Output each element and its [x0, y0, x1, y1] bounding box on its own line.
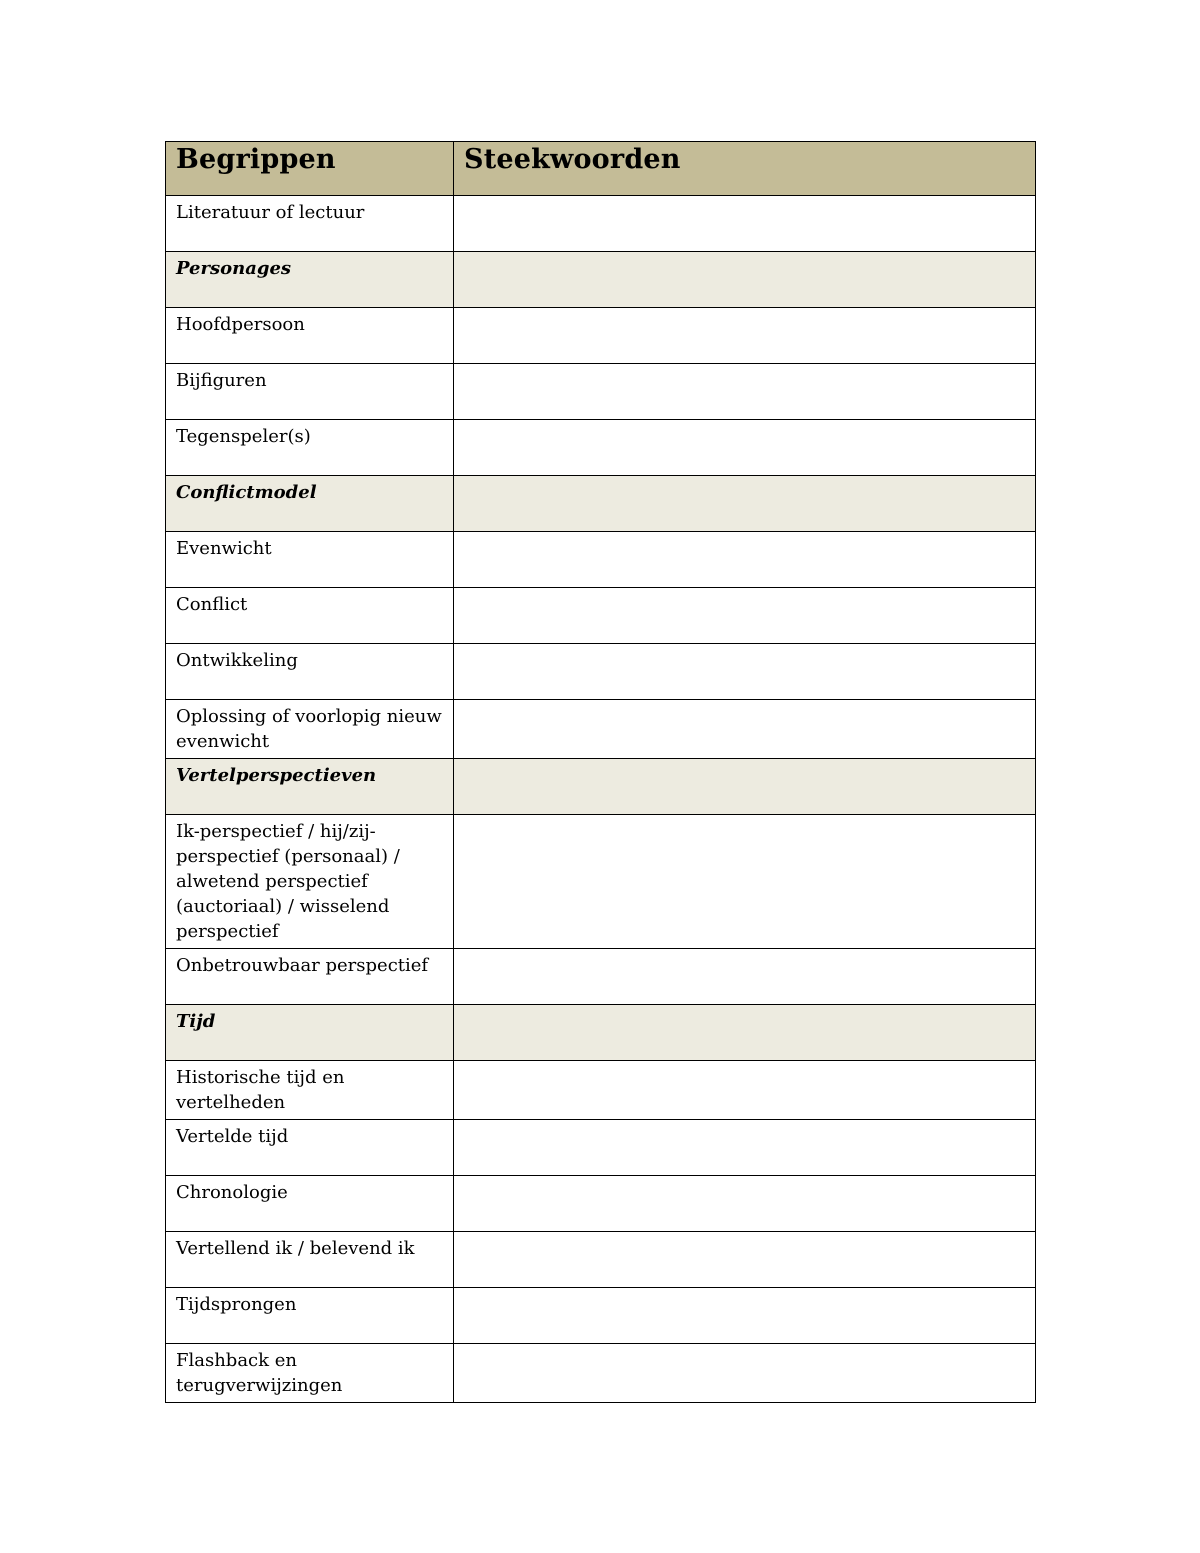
- table-row: [166, 700, 1036, 759]
- keywords-cell[interactable]: [454, 1061, 1036, 1120]
- keywords-cell[interactable]: [454, 588, 1036, 644]
- section-row: [166, 476, 1036, 532]
- concept-label: Ontwikkeling: [166, 644, 454, 700]
- concept-label: Flashback en terugverwijzingen: [166, 1344, 454, 1403]
- section-label: Tijd: [166, 1005, 454, 1061]
- keywords-cell[interactable]: [454, 815, 1036, 949]
- header-steekwoorden: Steekwoorden: [454, 142, 1036, 196]
- table-row: [166, 1120, 1036, 1176]
- table-row: [166, 364, 1036, 420]
- table-row: [166, 815, 1036, 949]
- table-row: [166, 420, 1036, 476]
- table-row: [166, 1288, 1036, 1344]
- keywords-cell[interactable]: [454, 308, 1036, 364]
- table-header-row: [166, 142, 1036, 196]
- section-row: [166, 1005, 1036, 1061]
- table-row: [166, 308, 1036, 364]
- section-label: Conflictmodel: [166, 476, 454, 532]
- keywords-cell[interactable]: [454, 252, 1036, 308]
- keywords-cell[interactable]: [454, 700, 1036, 759]
- keywords-cell[interactable]: [454, 1176, 1036, 1232]
- concept-label: Ik-perspectief / hij/zij-perspectief (personaal) / alwetend perspectief (auctoriaal) / wisselend perspectief: [166, 815, 454, 949]
- keywords-cell[interactable]: [454, 1005, 1036, 1061]
- keywords-cell[interactable]: [454, 759, 1036, 815]
- table-row: [166, 588, 1036, 644]
- table-row: [166, 1061, 1036, 1120]
- table-row: [166, 1176, 1036, 1232]
- keywords-cell[interactable]: [454, 196, 1036, 252]
- section-label: Vertelperspectieven: [166, 759, 454, 815]
- concept-label: Conflict: [166, 588, 454, 644]
- keywords-cell[interactable]: [454, 1288, 1036, 1344]
- concept-label: Bijfiguren: [166, 364, 454, 420]
- table-row: [166, 1344, 1036, 1403]
- keywords-cell[interactable]: [454, 644, 1036, 700]
- concept-label: Vertelde tijd: [166, 1120, 454, 1176]
- table-row: [166, 532, 1036, 588]
- table-row: [166, 644, 1036, 700]
- concept-label: Hoofdpersoon: [166, 308, 454, 364]
- section-label: Personages: [166, 252, 454, 308]
- keywords-cell[interactable]: [454, 420, 1036, 476]
- table-row: [166, 196, 1036, 252]
- concepts-table: [165, 141, 1036, 1403]
- concept-label: Onbetrouwbaar perspectief: [166, 949, 454, 1005]
- table-row: [166, 1232, 1036, 1288]
- keywords-cell[interactable]: [454, 1344, 1036, 1403]
- keywords-cell[interactable]: [454, 364, 1036, 420]
- concept-label: Oplossing of voorlopig nieuw evenwicht: [166, 700, 454, 759]
- keywords-cell[interactable]: [454, 1120, 1036, 1176]
- concept-label: Historische tijd en vertelheden: [166, 1061, 454, 1120]
- concept-label: Vertellend ik / belevend ik: [166, 1232, 454, 1288]
- concept-label: Chronologie: [166, 1176, 454, 1232]
- concept-label: Evenwicht: [166, 532, 454, 588]
- keywords-cell[interactable]: [454, 1232, 1036, 1288]
- keywords-cell[interactable]: [454, 476, 1036, 532]
- keywords-cell[interactable]: [454, 949, 1036, 1005]
- concept-label: Tijdsprongen: [166, 1288, 454, 1344]
- header-begrippen: Begrippen: [166, 142, 454, 196]
- concept-label: Tegenspeler(s): [166, 420, 454, 476]
- concept-label: Literatuur of lectuur: [166, 196, 454, 252]
- keywords-cell[interactable]: [454, 532, 1036, 588]
- table-row: [166, 949, 1036, 1005]
- table-body: [166, 196, 1036, 1403]
- section-row: [166, 252, 1036, 308]
- section-row: [166, 759, 1036, 815]
